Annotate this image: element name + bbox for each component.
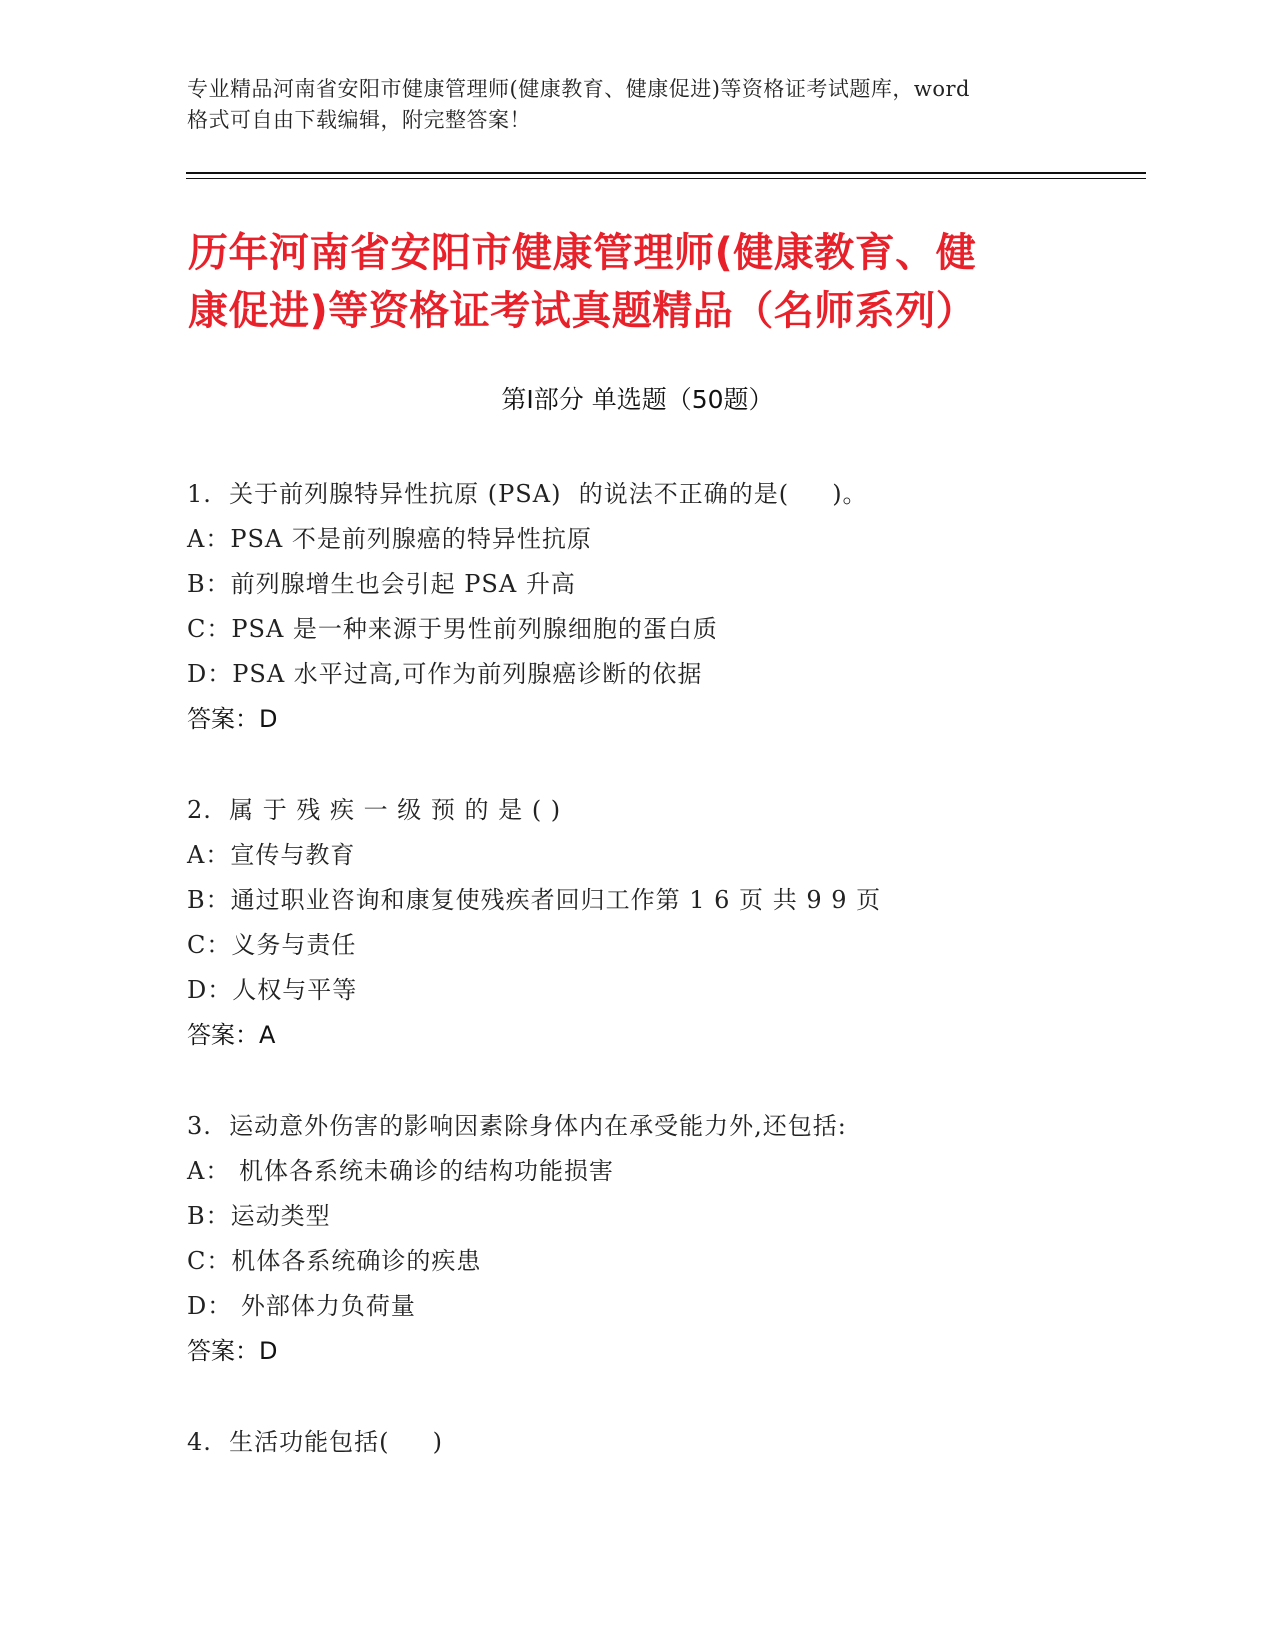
answer: 答案：D	[187, 705, 278, 733]
question-stem: 1. 关于前列腺特异性抗原 (PSA) 的说法不正确的是( )。	[187, 480, 868, 508]
option-b: B：前列腺增生也会引起 PSA 升高	[187, 570, 576, 598]
answer: 答案：D	[187, 1337, 278, 1365]
question-list	[187, 472, 1127, 1511]
option-d: D：人权与平等	[187, 976, 358, 1004]
option-c: C：机体各系统确诊的疾患	[187, 1247, 482, 1275]
question-stem: 4. 生活功能包括( )	[187, 1428, 444, 1456]
option-d: D： 外部体力负荷量	[187, 1292, 416, 1320]
question-stem: 2. 属 于 残 疾 一 级 预 的 是 ( )	[187, 796, 562, 824]
header-note-line-1: 专业精品河南省安阳市健康管理师(健康教育、健康促进)等资格证考试题库，word	[187, 77, 970, 101]
document-title-line-1: 历年河南省安阳市健康管理师(健康教育、健	[188, 230, 977, 276]
question-3	[187, 1104, 1127, 1374]
document-title-line-2: 康促进)等资格证考试真题精品（名师系列）	[188, 288, 977, 334]
header-note-line-2: 格式可自由下载编辑，附完整答案！	[187, 108, 531, 132]
question-2	[187, 788, 1127, 1058]
document-title	[188, 224, 1088, 340]
section-title: 第Ⅰ部分 单选题（50题）	[501, 385, 774, 414]
answer: 答案：A	[187, 1021, 276, 1049]
option-a: A：PSA 不是前列腺癌的特异性抗原	[187, 525, 592, 553]
option-a: A：宣传与教育	[187, 841, 356, 869]
header-note	[187, 74, 1087, 136]
question-4	[187, 1420, 1127, 1465]
header-divider-thick	[186, 172, 1146, 174]
option-d: D：PSA 水平过高,可作为前列腺癌诊断的依据	[187, 660, 703, 688]
option-b: B：运动类型	[187, 1202, 331, 1230]
option-c: C：PSA 是一种来源于男性前列腺细胞的蛋白质	[187, 615, 718, 643]
header-divider-thin	[186, 178, 1146, 179]
option-c: C：义务与责任	[187, 931, 357, 959]
option-b: B：通过职业咨询和康复使残疾者回归工作第 1 6 页 共 9 9 页	[187, 886, 882, 914]
question-stem: 3. 运动意外伤害的影响因素除身体内在承受能力外,还包括:	[187, 1112, 847, 1140]
option-a: A： 机体各系统未确诊的结构功能损害	[187, 1157, 614, 1185]
question-1	[187, 472, 1127, 742]
